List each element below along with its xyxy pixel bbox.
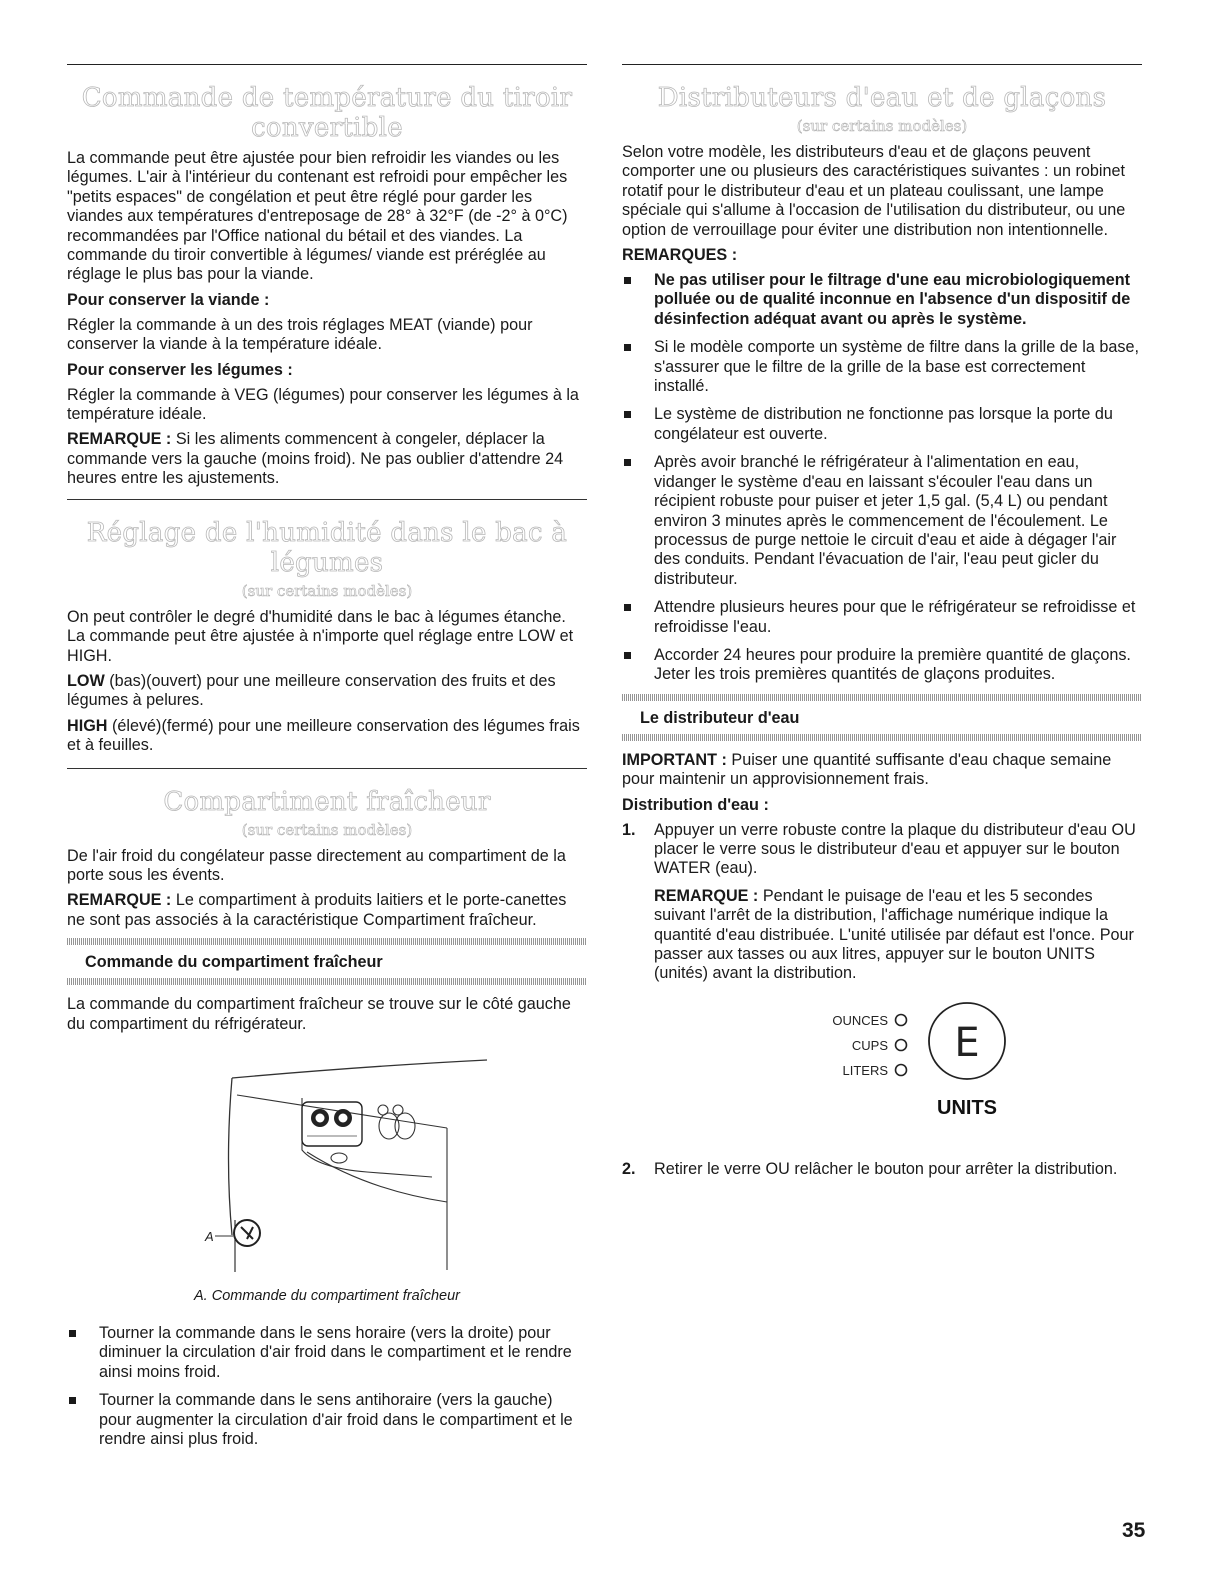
list-item-text: Le système de distribution ne fonctionne pas lorsque la porte du congélateur est ouverte. xyxy=(654,405,1113,443)
step-number: 2. xyxy=(622,1159,636,1178)
control-drawing xyxy=(67,1040,587,1280)
dotted-bar xyxy=(622,694,1142,701)
remarks-bullets xyxy=(622,271,1142,685)
list-item xyxy=(67,1324,587,1382)
paragraph: Régler la commande à VEG (légumes) pour conserver les légumes à la température idéale. xyxy=(67,385,579,424)
section-title-dispensers: Distributeurs d'eau et de glaçons xyxy=(657,83,1107,113)
list-item xyxy=(622,453,1142,589)
top-rule xyxy=(622,64,1142,65)
distribution-steps xyxy=(622,821,1142,1180)
paragraph: De l'air froid du congélateur passe directement au compartiment de la porte sous les évents. xyxy=(67,846,566,884)
bullet-square-icon xyxy=(624,411,631,418)
low-label: LOW xyxy=(67,671,105,690)
note-text: Pendant le puisage de l'eau et les 5 secondes suivant l'arrêt de la distribution, l'affichage numérique indique la quantité d'eau distribuée. L'unité utilisée par défaut est l'once. Pour passer aux tasses ou aux litres, appuyer sur le bouton UNITS (unités) avant la distribution. xyxy=(654,886,1134,983)
important-paragraph xyxy=(622,751,1142,790)
note-label: REMARQUE : xyxy=(67,430,172,449)
top-rule xyxy=(67,64,587,65)
units-label: UNITS xyxy=(937,1096,997,1119)
page-number: 35 xyxy=(1122,1519,1146,1542)
low-text: (bas)(ouvert) pour une meilleure conservation des fruits et des légumes à pelures. xyxy=(67,671,556,710)
list-item-text: Après avoir branché le réfrigérateur à l'alimentation en eau, vidanger le système d'eau en laissant s'écouler l'eau dans un récipient robuste pour puiser et jeter 1,5 gal. (5,4 L) ou pendant environ 3 minutes après le commencement de l'écoulement. Le processus de purge nettoie le circuit d'eau et aide à dégager l'air des conduits. Pendant l'évacuation de l'air, l'eau peut gicler du distributeur. xyxy=(654,453,1117,588)
heading-meat: Pour conserver la viande : xyxy=(67,290,270,309)
important-text: Puiser une quantité suffisante d'eau chaque semaine pour maintenir un approvisionnement frais. xyxy=(622,750,1112,789)
liters-label: LITERS xyxy=(842,1062,888,1078)
figure-caption: A. Commande du compartiment fraîcheur xyxy=(194,1287,460,1304)
step-item xyxy=(622,1160,1142,1179)
list-item xyxy=(622,271,1142,329)
paragraph: Selon votre modèle, les distributeurs d'eau et de glaçons peuvent comporter une ou plusieurs des caractéristiques suivantes : un robinet rotatif pour le distributeur d'eau et un plateau coulissant, une lampe spéciale qui s'allume à l'occasion de l'utilisation du distributeur, ou une option de verrouillage pour éviter une distribution non intentionnelle. xyxy=(622,143,1126,239)
important-label: IMPORTANT : xyxy=(622,750,727,769)
step-text: Appuyer un verre robuste contre la plaque du distributeur d'eau OU placer le verre sous le distributeur d'eau et appuyer sur le bouton WATER (eau). xyxy=(654,820,1136,878)
liters-indicator-icon xyxy=(896,1064,907,1075)
note-paragraph xyxy=(67,891,587,930)
figure-label-a: A xyxy=(205,1228,214,1244)
step-note xyxy=(654,887,1142,984)
ounces-indicator-icon xyxy=(896,1014,907,1025)
section-divider xyxy=(67,499,587,500)
list-item-text: Accorder 24 heures pour produire la première quantité de glaçons. Jeter les trois premières quantités de glaçons produites. xyxy=(654,645,1131,684)
distribution-heading: Distribution d'eau : xyxy=(622,795,769,814)
ounces-label: OUNCES xyxy=(832,1012,888,1028)
right-column xyxy=(622,64,1142,1187)
units-illustration xyxy=(654,996,1142,1146)
section-title-humidity: Réglage de l'humidité dans le bac à légumes xyxy=(86,517,568,578)
note-text: Le compartiment à produits laitiers et le porte-canettes ne sont pas associés à la caractéristique Compartiment fraîcheur. xyxy=(67,891,567,929)
list-item-text: Si le modèle comporte un système de filtre dans la grille de la base, s'assurer que le filtre de la grille de la base est correctement installé. xyxy=(654,338,1139,396)
section-divider xyxy=(67,768,587,769)
bullet-square-icon xyxy=(69,1397,76,1404)
section-subtitle: (sur certains modèles) xyxy=(241,820,413,839)
freshness-control-illustration xyxy=(67,1040,587,1280)
list-item-text: Ne pas utiliser pour le filtrage d'une eau microbiologiquement polluée ou de qualité inconnue en l'absence d'un dispositif de désinfection adéquat avant ou après le système. xyxy=(654,271,1131,328)
list-item xyxy=(622,405,1142,444)
subhead-freshness-control: Commande du compartiment fraîcheur xyxy=(85,953,383,972)
section-title-convertible-drawer: Commande de température du tiroir convertible xyxy=(81,83,573,143)
section-subtitle: (sur certains modèles) xyxy=(241,581,413,600)
dotted-bar xyxy=(67,938,587,945)
bullet-square-icon xyxy=(624,604,631,611)
low-paragraph xyxy=(67,672,587,711)
subhead-water-dispenser: Le distributeur d'eau xyxy=(640,708,800,727)
cups-indicator-icon xyxy=(896,1039,907,1050)
step-text: Retirer le verre OU relâcher le bouton pour arrêter la distribution. xyxy=(654,1159,1118,1178)
bullet-square-icon xyxy=(624,652,631,659)
bullet-square-icon xyxy=(624,344,631,351)
dotted-bar xyxy=(67,978,587,985)
note-text: Si les aliments commencent à congeler, déplacer la commande vers la gauche (moins froid). Ne pas oublier d'attendre 24 heures entre les ajustements. xyxy=(67,430,564,488)
section-title-freshness: Compartiment fraîcheur xyxy=(163,786,491,817)
step-item xyxy=(622,821,1142,1146)
heading-vegetables: Pour conserver les légumes : xyxy=(67,360,293,379)
units-button-glyph: E xyxy=(954,1019,980,1066)
cups-label: CUPS xyxy=(851,1037,888,1053)
paragraph: Régler la commande à un des trois réglages MEAT (viande) pour conserver la viande à la température idéale. xyxy=(67,315,533,354)
list-item-text: Tourner la commande dans le sens horaire (vers la droite) pour diminuer la circulation d'air froid dans le compartiment et le rendre ainsi moins froid. xyxy=(99,1323,572,1381)
list-item-text: Attendre plusieurs heures pour que le réfrigérateur se refroidisse et refroidisse l'eau. xyxy=(654,598,1136,636)
dotted-bar xyxy=(622,734,1142,741)
paragraph: La commande peut être ajustée pour bien refroidir les viandes ou les légumes. L'air à l'intérieur du contenant est refroidi pour empêcher les "petits espaces" de congélation et peut être réglé pour garder les viandes aux températures d'entreposage de 28° à 32°F (de -2° à 0°C) recommandées par l'Office national du bétail et des viandes. La commande du tiroir convertible à légumes/ viande est préréglée au réglage le plus bas pour la viande. xyxy=(67,149,568,284)
section-subtitle: (sur certains modèles) xyxy=(796,117,968,135)
paragraph: On peut contrôler le degré d'humidité dans le bac à légumes étanche. La commande peut être ajustée à n'importe quel réglage entre LOW et HIGH. xyxy=(67,607,574,665)
list-item xyxy=(622,598,1142,637)
high-text: (élevé)(fermé) pour une meilleure conservation des légumes frais et à feuilles. xyxy=(67,716,580,755)
units-drawing xyxy=(654,996,1134,1146)
step-number: 1. xyxy=(622,820,636,839)
list-item xyxy=(622,646,1142,685)
list-item xyxy=(622,338,1142,396)
note-label: REMARQUE : xyxy=(654,886,759,905)
note-label: REMARQUE : xyxy=(67,891,172,910)
high-label: HIGH xyxy=(67,716,108,735)
bullet-square-icon xyxy=(624,277,631,284)
list-item xyxy=(67,1391,587,1449)
remarks-heading: REMARQUES : xyxy=(622,246,738,265)
bullet-square-icon xyxy=(69,1330,76,1337)
note-paragraph xyxy=(67,430,587,488)
list-item-text: Tourner la commande dans le sens antihoraire (vers la gauche) pour augmenter la circulation d'air froid dans le compartiment et le rendre ainsi plus froid. xyxy=(99,1391,573,1448)
left-column xyxy=(67,64,587,1458)
paragraph: La commande du compartiment fraîcheur se trouve sur le côté gauche du compartiment du réfrigérateur. xyxy=(67,995,571,1033)
freshness-bullets xyxy=(67,1324,587,1449)
high-paragraph xyxy=(67,717,587,756)
bullet-square-icon xyxy=(624,459,631,466)
